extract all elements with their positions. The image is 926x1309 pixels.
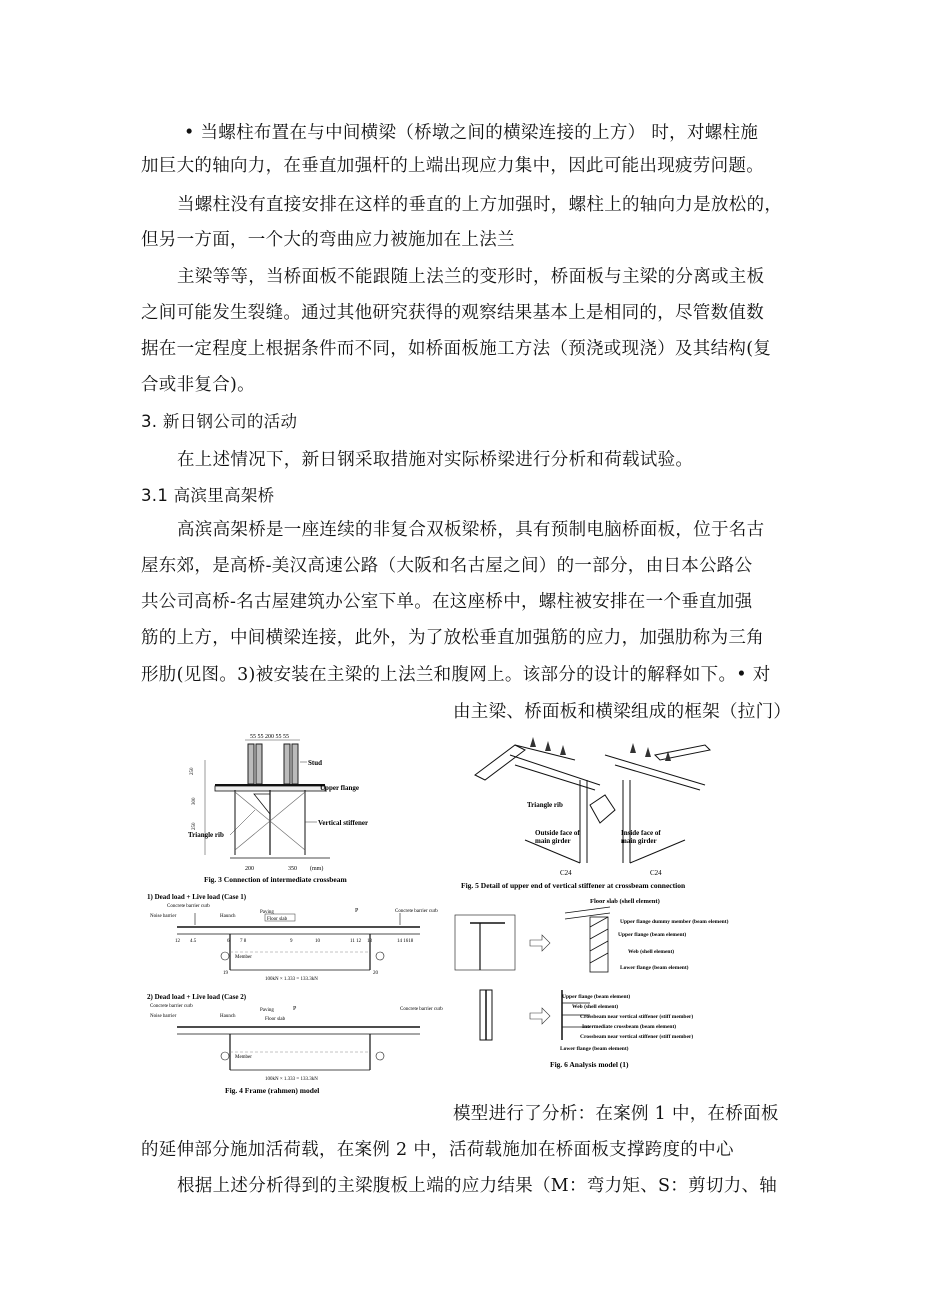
section-heading: 3. 新日钢公司的活动 xyxy=(141,412,298,431)
fig5-caption: Fig. 5 Detail of upper end of vertical stiffener at crossbeam connection xyxy=(461,881,686,890)
fig4-node: 13 xyxy=(367,939,372,944)
fig6-cb-int: Intermediate crossbeam (beam element) xyxy=(582,1024,677,1030)
fig4-case2-noise: Noise barrier xyxy=(150,1014,177,1019)
fig6-drawing xyxy=(450,895,760,1080)
fig5-outside-face-label2: main girder xyxy=(535,837,571,845)
fig4-node: 20 xyxy=(373,971,378,976)
paragraph-line: 由主梁、桥面板和横梁组成的框架（拉门） xyxy=(453,702,792,722)
fig3-caption: Fig. 3 Connection of intermediate crossbeam xyxy=(204,875,347,884)
fig4-case1-title: 1) Dead load + Live load (Case 1) xyxy=(147,893,247,901)
paragraph-line: 之间可能发生裂缝。通过其他研究获得的观察结果基本上是相同的，尽管数值数 xyxy=(141,303,764,323)
fig3-side-dim: 300 xyxy=(192,797,197,805)
fig4-case1-load: 100kN × 1.333 = 133.3kN xyxy=(265,977,318,982)
fig4-case2-title: 2) Dead load + Live load (Case 2) xyxy=(147,993,247,1001)
fig3-triangle-rib-label: Triangle rib xyxy=(188,831,224,839)
fig5-c24-label: C24 xyxy=(650,869,662,877)
fig4-case2-curb: Concrete barrier curb xyxy=(150,1004,193,1009)
fig4-case1-noise: Noise barrier xyxy=(150,914,177,919)
paragraph-line: 根据上述分析得到的主梁腹板上端的应力结果（M：弯力矩、S：剪切力、轴 xyxy=(177,1176,778,1196)
paragraph-line: 模型进行了分析：在案例 1 中，在桥面板 xyxy=(453,1104,779,1124)
fig6-lower2: Lower flange (beam element) xyxy=(560,1046,629,1052)
subsection-heading: 3.1 高滨里高架桥 xyxy=(141,486,275,505)
fig4-node: 7 8 xyxy=(240,939,247,944)
fig4-case2-concrete: Concrete barrier curb xyxy=(400,1007,443,1012)
fig5-drawing xyxy=(455,735,755,895)
fig6-floor-slab: Floor slab (shell element) xyxy=(590,898,660,905)
fig4-node: 11 12 xyxy=(350,939,362,944)
fig4-case2-haunch: Haunch xyxy=(220,1014,236,1019)
figure-3 xyxy=(150,730,435,890)
fig5-outside-face-label: Outside face of xyxy=(535,829,580,837)
fig4-case1-paving: Paving xyxy=(260,910,274,915)
paragraph-line: • 当螺柱布置在与中间横梁（桥墩之间的横梁连接的上方） 时，对螺柱施 xyxy=(184,123,759,143)
fig4-node: 9 xyxy=(290,939,293,944)
fig3-side-dim: 250 xyxy=(192,822,197,830)
fig4-case2-load: 100kN × 1.333 = 133.3kN xyxy=(265,1077,318,1082)
fig3-bottom-dim: (mm) xyxy=(310,866,324,872)
paragraph-line: 高滨高架桥是一座连续的非复合双板梁桥，具有预制电脑桥面板，位于名古 xyxy=(177,520,765,540)
paragraph-line: 共公司高桥-名古屋建筑办公室下单。在这座桥中，螺柱被安排在一个垂直加强 xyxy=(141,592,753,612)
fig3-bottom-dim: 200 xyxy=(245,866,254,872)
paragraph-line: 主梁等等，当桥面板不能跟随上法兰的变形时，桥面板与主梁的分离或主板 xyxy=(177,267,765,287)
fig4-node: 6 xyxy=(227,939,230,944)
fig4-case2-member: Member xyxy=(235,1055,252,1060)
fig4-node: 10 xyxy=(315,939,320,944)
fig4-case2-paving: Paving xyxy=(260,1008,274,1013)
fig3-bottom-dim: 350 xyxy=(288,866,297,872)
fig4-drawing xyxy=(145,890,445,1100)
fig6-caption: Fig. 6 Analysis model (1) xyxy=(550,1060,629,1069)
fig4-node: 12 xyxy=(175,939,180,944)
fig4-case2-floor-slab: Floor slab xyxy=(265,1017,286,1022)
fig6-web: Web (shell element) xyxy=(628,949,675,955)
fig6-upper-beam: Upper flange (beam element) xyxy=(618,932,687,938)
fig4-node: 19 xyxy=(223,971,228,976)
fig5-c24-label: C24 xyxy=(560,869,572,877)
fig6-cb-near2: Crossbeam near vertical stiffener (stiff member) xyxy=(580,1034,694,1040)
fig4-case2-p: P xyxy=(293,1006,297,1012)
fig3-upper-flange-label: Upper flange xyxy=(320,784,359,792)
fig3-top-dims: 55 55 200 55 55 xyxy=(250,734,289,740)
fig6-lower: Lower flange (beam element) xyxy=(620,965,689,971)
fig3-drawing xyxy=(150,730,435,890)
figure-4 xyxy=(145,890,445,1100)
paragraph-line: 筋的上方，中间横梁连接，此外，为了放松垂直加强筋的应力，加强肋称为三角 xyxy=(141,628,764,648)
paragraph-line: 但另一方面，一个大的弯曲应力被施加在上法兰 xyxy=(141,230,515,250)
fig6-cb-near: Crossbeam near vertical stiffener (stiff member) xyxy=(580,1014,694,1020)
paragraph-line: 加巨大的轴向力，在垂直加强杆的上端出现应力集中，因此可能出现疲劳问题。 xyxy=(141,156,764,176)
paragraph-line: 合或非复合)。 xyxy=(141,375,255,395)
fig6-dummy: Upper flange dummy member (beam element) xyxy=(620,919,729,925)
paragraph-line: 据在一定程度上根据条件而不同，如桥面板施工方法（预浇或现浇）及其结构(复 xyxy=(141,339,772,359)
fig4-case1-curb: Concrete barrier curb xyxy=(167,904,210,909)
paragraph-line: 当螺柱没有直接安排在这样的垂直的上方加强时，螺柱上的轴向力是放松的， xyxy=(177,195,783,215)
figure-5 xyxy=(455,735,755,895)
fig3-side-dim: 250 xyxy=(190,767,195,775)
fig4-case1-haunch: Haunch xyxy=(220,914,236,919)
fig5-inside-face-label: Inside face of xyxy=(621,829,661,837)
fig6-web2: Web (shell element) xyxy=(572,1004,619,1010)
paragraph-line: 的延伸部分施加活荷载，在案例 2 中，活荷载施加在桥面板支撑跨度的中心 xyxy=(141,1140,734,1160)
fig4-caption: Fig. 4 Frame (rahmen) model xyxy=(225,1086,320,1095)
fig5-inside-face-label2: main girder xyxy=(621,837,657,845)
fig5-triangle-rib-label: Triangle rib xyxy=(527,801,563,809)
fig6-upper2: Upper flange (beam element) xyxy=(562,994,631,1000)
paragraph-line: 屋东郊，是高桥-美汉高速公路（大阪和名古屋之间）的一部分，由日本公路公 xyxy=(141,556,753,576)
fig3-vertical-stiffener-label: Vertical stiffener xyxy=(318,819,369,827)
fig4-case1-p: P xyxy=(355,908,359,914)
fig4-case1-floor-slab: Floor slab xyxy=(267,917,288,922)
fig4-node: 14 1618 xyxy=(397,939,414,944)
fig4-node: 4.5 xyxy=(190,939,197,944)
figure-6 xyxy=(450,895,760,1080)
fig4-case1-member: Member xyxy=(235,955,252,960)
paragraph-line: 形肋(见图。3)被安装在主梁的上法兰和腹网上。该部分的设计的解释如下。• 对 xyxy=(141,665,771,685)
fig3-stud-label: Stud xyxy=(308,759,323,767)
paragraph-line: 在上述情况下，新日钢采取措施对实际桥梁进行分析和荷载试验。 xyxy=(177,450,694,470)
fig4-case1-concrete: Concrete barrier curb xyxy=(395,909,438,914)
